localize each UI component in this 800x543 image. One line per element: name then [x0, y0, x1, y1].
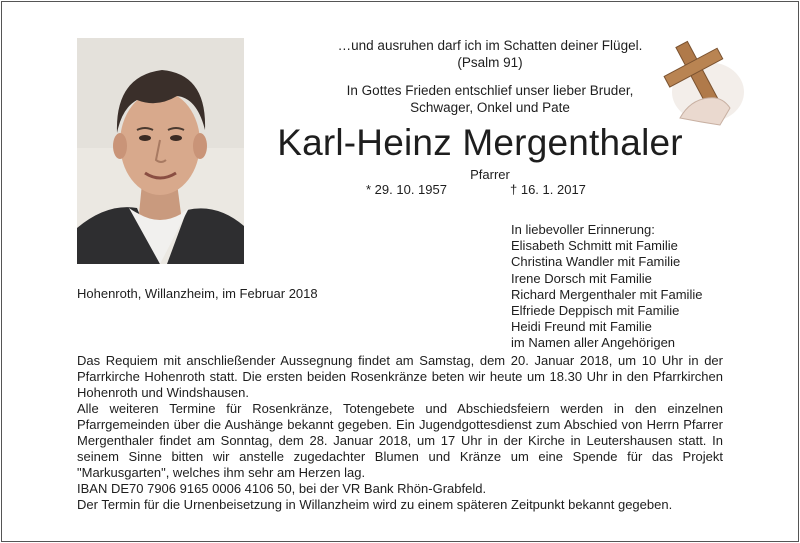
place-date: Hohenroth, Willanzheim, im Februar 2018	[77, 286, 318, 301]
notice-requiem: Das Requiem mit anschließender Aussegnung findet am Samstag, dem 20. Januar 2018, um 10 Uhr in der Pfarrkirche Hohenroth statt. Die ersten beiden Rosenkränze beten wir heute um 18.30 Uhr in den Pfarrkirchen Hohenroth und Windshausen.	[77, 353, 723, 400]
quote-source: (Psalm 91)	[457, 55, 523, 70]
notice-iban: IBAN DE70 7906 9165 0006 4106 50, bei der VR Bank Rhön-Grabfeld.	[77, 481, 487, 496]
mourner-item: Irene Dorsch mit Familie	[511, 270, 652, 286]
mourners-closing: im Namen aller Angehörigen	[511, 335, 676, 351]
mourner-item: Elisabeth Schmitt mit Familie	[511, 238, 678, 254]
portrait-photo	[77, 38, 244, 264]
portrait-illustration	[77, 38, 244, 264]
notice-urn: Der Termin für die Urnenbeisetzung in Willanzheim wird zu einem späteren Zeitpunkt bekannt gegeben.	[77, 497, 673, 512]
deceased-title: Pfarrer	[470, 167, 510, 182]
quote-text: …und ausruhen darf ich im Schatten deiner Flügel.	[337, 38, 643, 53]
mourner-item: Heidi Freund mit Familie	[511, 319, 652, 335]
notice-dates: Alle weiteren Termine für Rosenkränze, Totengebete und Abschiedsfeiern werden in den einzelnen Pfarrgemeinden über die Aushänge bekannt gegeben. Ein Jugendgottesdienst zum Abschied von Herrn Pfarrer Mergenthaler findet am Sonntag, dem 28. Januar 2018, um 17 Uhr in der Kirche in Leutershausen statt. In seinem Sinne bitten wir anstelle zugedachter Blumen und Kränze um eine Spende für das Projekt "Markusgarten", welches ihm sehr am Herzen lag.	[77, 401, 723, 480]
intro-line-2: Schwager, Onkel und Pate	[410, 100, 570, 115]
mourner-item: Christina Wandler mit Familie	[511, 254, 681, 270]
mourners-list	[511, 222, 702, 352]
psalm-quote	[300, 37, 680, 71]
intro-line-1: In Gottes Frieden entschlief unser lieber Bruder,	[346, 83, 634, 98]
death-date: † 16. 1. 2017	[510, 182, 586, 197]
birth-date: * 29. 10. 1957	[366, 182, 447, 197]
mourner-item: Richard Mergenthaler mit Familie	[511, 286, 703, 302]
intro-text	[300, 82, 680, 116]
funeral-notice	[77, 353, 723, 513]
mourners-heading: In liebevoller Erinnerung:	[511, 222, 655, 237]
deceased-name: Karl-Heinz Mergenthaler	[277, 122, 683, 163]
mourner-item: Elfriede Deppisch mit Familie	[511, 303, 680, 319]
